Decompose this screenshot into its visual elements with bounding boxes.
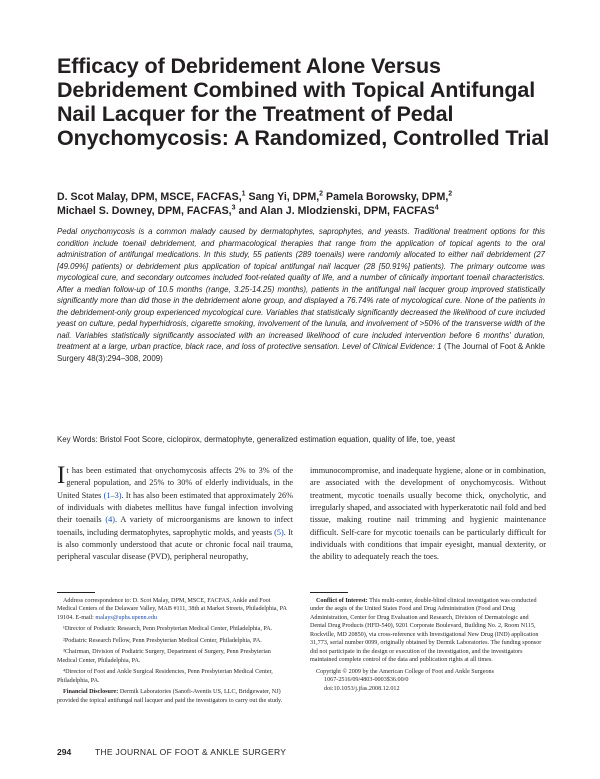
author-affiliation-marker: 2 — [319, 190, 324, 198]
footnotes-right — [310, 597, 546, 693]
author-list — [57, 190, 577, 218]
author-affiliation-marker: 2 — [448, 190, 453, 198]
author-affiliation-marker: 3 — [231, 204, 236, 212]
body-text: immunocompromise, and inadequate hygiene, alone or in combination, are associated with the development of onychomycosis. Without treatment, mycotic toenails usually become thick, onycholytic, and irregularly shaped, and associated with hyperkeratotic nail fold and bed tissue, making routine nail trimming and hygienic maintenance difficult. Self-care for mycotic toenails can be particularly difficult for individuals with conditions that impair eyesight, manual dexterity, or the ability to adequately reach the toes. — [310, 466, 546, 562]
footnotes-left — [57, 597, 289, 708]
article-title: Efficacy of Debridement Alone Versus Debridement Combined with Topical Antifungal Nail Lacquer for the Treatment of Pedal Onychomycosis: A Randomized, Controlled Trial — [57, 54, 550, 150]
conflict-of-interest — [310, 597, 546, 665]
body-column-left — [57, 462, 294, 564]
body-text: . It has also been estimated that approximately 26% of individuals with diabetes mellitus have fungal infection involving their toenails — [57, 490, 293, 525]
email-link[interactable]: malays@uphs.upenn.edu — [95, 614, 157, 621]
financial-disclosure-text: Dermik Laboratories (Sanofi-Aventis US, LLC, Bridgewater, NJ) provided the topical antifungal nail lacquer and paid the investigators to carry out the study. — [57, 689, 283, 704]
issn: 1067-2516/09/4803-0003$36.00/0 — [324, 677, 409, 684]
abstract-citation: (The Journal of Foot & Ankle Surgery 48(3):294–308, 2009) — [57, 342, 545, 364]
author-name: Alan J. Mlodzienski, DPM, FACFAS — [259, 205, 435, 217]
footnote-rule-left — [57, 592, 95, 593]
conflict-text: This multi-center, double-blind clinical investigation was conducted under the aegis of the United States Food and Drug Administration (Food and Drug Administration, Center for Drug Evaluation and Research, Division of Dermatologic and Dental Drug Products (HFD-540), 9201 Corporate Boulevard, Building No. 2, Room N115, Rockville, MD 20850), via cross-reference with Investigational New Drug (IND) application 31,773, serial number 0099, originally obtained by Dermik Laboratories. The funding sponsor did not participate in the design or execution of the investigation, and the investigators maintained complete control of the data and publication rights at all times. — [310, 598, 542, 664]
abstract-text: Pedal onychomycosis is a common malady caused by dermatophytes, saprophytes, and yeasts. Traditional treatment options for this condition include toenail debridement, and pharmacological therapies that range from the application of topical agents to the oral administration of antifungal medications. In this study, 55 patients (289 toenails) were randomly allocated to either nail debridement (27 [49.09%] patients) or debridement plus application of topical antifungal nail lacquer (28 [50.91%] patients). The primary outcome was mycological cure, and secondary outcomes included foot-related quality of life, and a number of clinically important toenail characteristics. After a median follow-up of 10.5 months (range, 3.25-14.25) months), patients in the antifungal nail lacquer group improved statistically significantly more than did those in the debridement alone group, and displayed a 76.74% rate of mycological cure. None of the patients in the debridement-only group experienced mycological cure. Variables that statistically significantly decreased the likelihood of cure included yeast on culture, pedal hyperhidrosis, cigarette smoking, involvement of the lunula, and involvement of >50% of the transverse width of the nail. Variables statistically significantly associated with an increased likelihood of cure included intervention before 6 months' duration, treatment at a large, urban practice, black race, and loss of protective sensation. Level of Clinical Evidence: 1 — [57, 227, 545, 352]
financial-disclosure — [57, 688, 289, 705]
author-name: Pamela Borowsky, DPM, — [326, 191, 449, 203]
affiliation-footnote: ²Podiatric Research Fellow, Penn Presbyterian Medical Center, Philadelphia, PA. — [63, 637, 262, 644]
author-conjunction: and — [238, 205, 258, 217]
body-text: . A variety of microorganisms are known to infect toenails, including dermatophytes, saprophytic molds, and yeasts — [57, 515, 293, 537]
author-affiliation-marker: 4 — [434, 204, 439, 212]
keywords: Key Words: Bristol Foot Score, ciclopirox, dermatophyte, generalized estimation equation, quality of life, toe, yeast — [57, 435, 456, 444]
correspondence-address — [57, 597, 289, 622]
journal-name: THE JOURNAL OF FOOT & ANKLE SURGERY — [95, 747, 287, 757]
author-name: D. Scot Malay, DPM, MSCE, FACFAS, — [57, 191, 242, 203]
footnote-rule-right — [310, 592, 348, 593]
address-text: Address correspondence to: D. Scot Malay, DPM, MSCE, FACFAS, Ankle and Foot Medical Centers of the Delaware Valley, MAB #111, 38th at Market Streets, Philadelphia, PA 19104. E-mail: — [57, 598, 287, 621]
doi: doi:10.1053/j.jfas.2008.12.012 — [324, 685, 400, 692]
affiliation-footnote: ¹Director of Podiatric Research, Penn Presbyterian Medical Center, Philadelphia, PA. — [63, 626, 273, 633]
author-affiliation-marker: 1 — [241, 190, 246, 198]
body-text: t has been estimated that onychomycosis affects 2% to 3% of the general population, and 25% to 30% of elderly individuals, in the United States — [57, 466, 293, 500]
citation-link[interactable]: (4) — [105, 515, 115, 525]
body-text: . It is also commonly understood that acute or chronic focal nail trauma, peripheral vascular disease (PVD), peripheral neuropathy, — [57, 527, 294, 562]
abstract — [57, 226, 545, 365]
citation-link[interactable]: (1–3) — [103, 490, 122, 500]
page-number: 294 — [57, 747, 72, 757]
drop-cap: I — [57, 462, 66, 489]
affiliation-footnote: ³Chairman, Division of Podiatric Surgery, Department of Surgery, Penn Presbyterian Medical Center, Philadelphia, PA. — [57, 649, 271, 664]
affiliation-footnote: ⁴Director of Foot and Ankle Surgical Residencies, Penn Presbyterian Medical Center, Philadelphia, PA. — [57, 669, 273, 684]
citation-link[interactable]: (5) — [274, 527, 284, 537]
financial-disclosure-label: Financial Disclosure: — [63, 689, 119, 696]
body-column-right — [310, 465, 546, 564]
conflict-label: Conflict of Interest: — [316, 598, 368, 604]
author-name: Sang Yi, DPM, — [248, 191, 320, 203]
author-line-1 — [57, 190, 577, 204]
copyright: Copyright © 2009 by the American College of Foot and Ankle Surgeons — [316, 668, 495, 675]
author-line-2 — [57, 204, 577, 218]
author-name: Michael S. Downey, DPM, FACFAS, — [57, 205, 232, 217]
